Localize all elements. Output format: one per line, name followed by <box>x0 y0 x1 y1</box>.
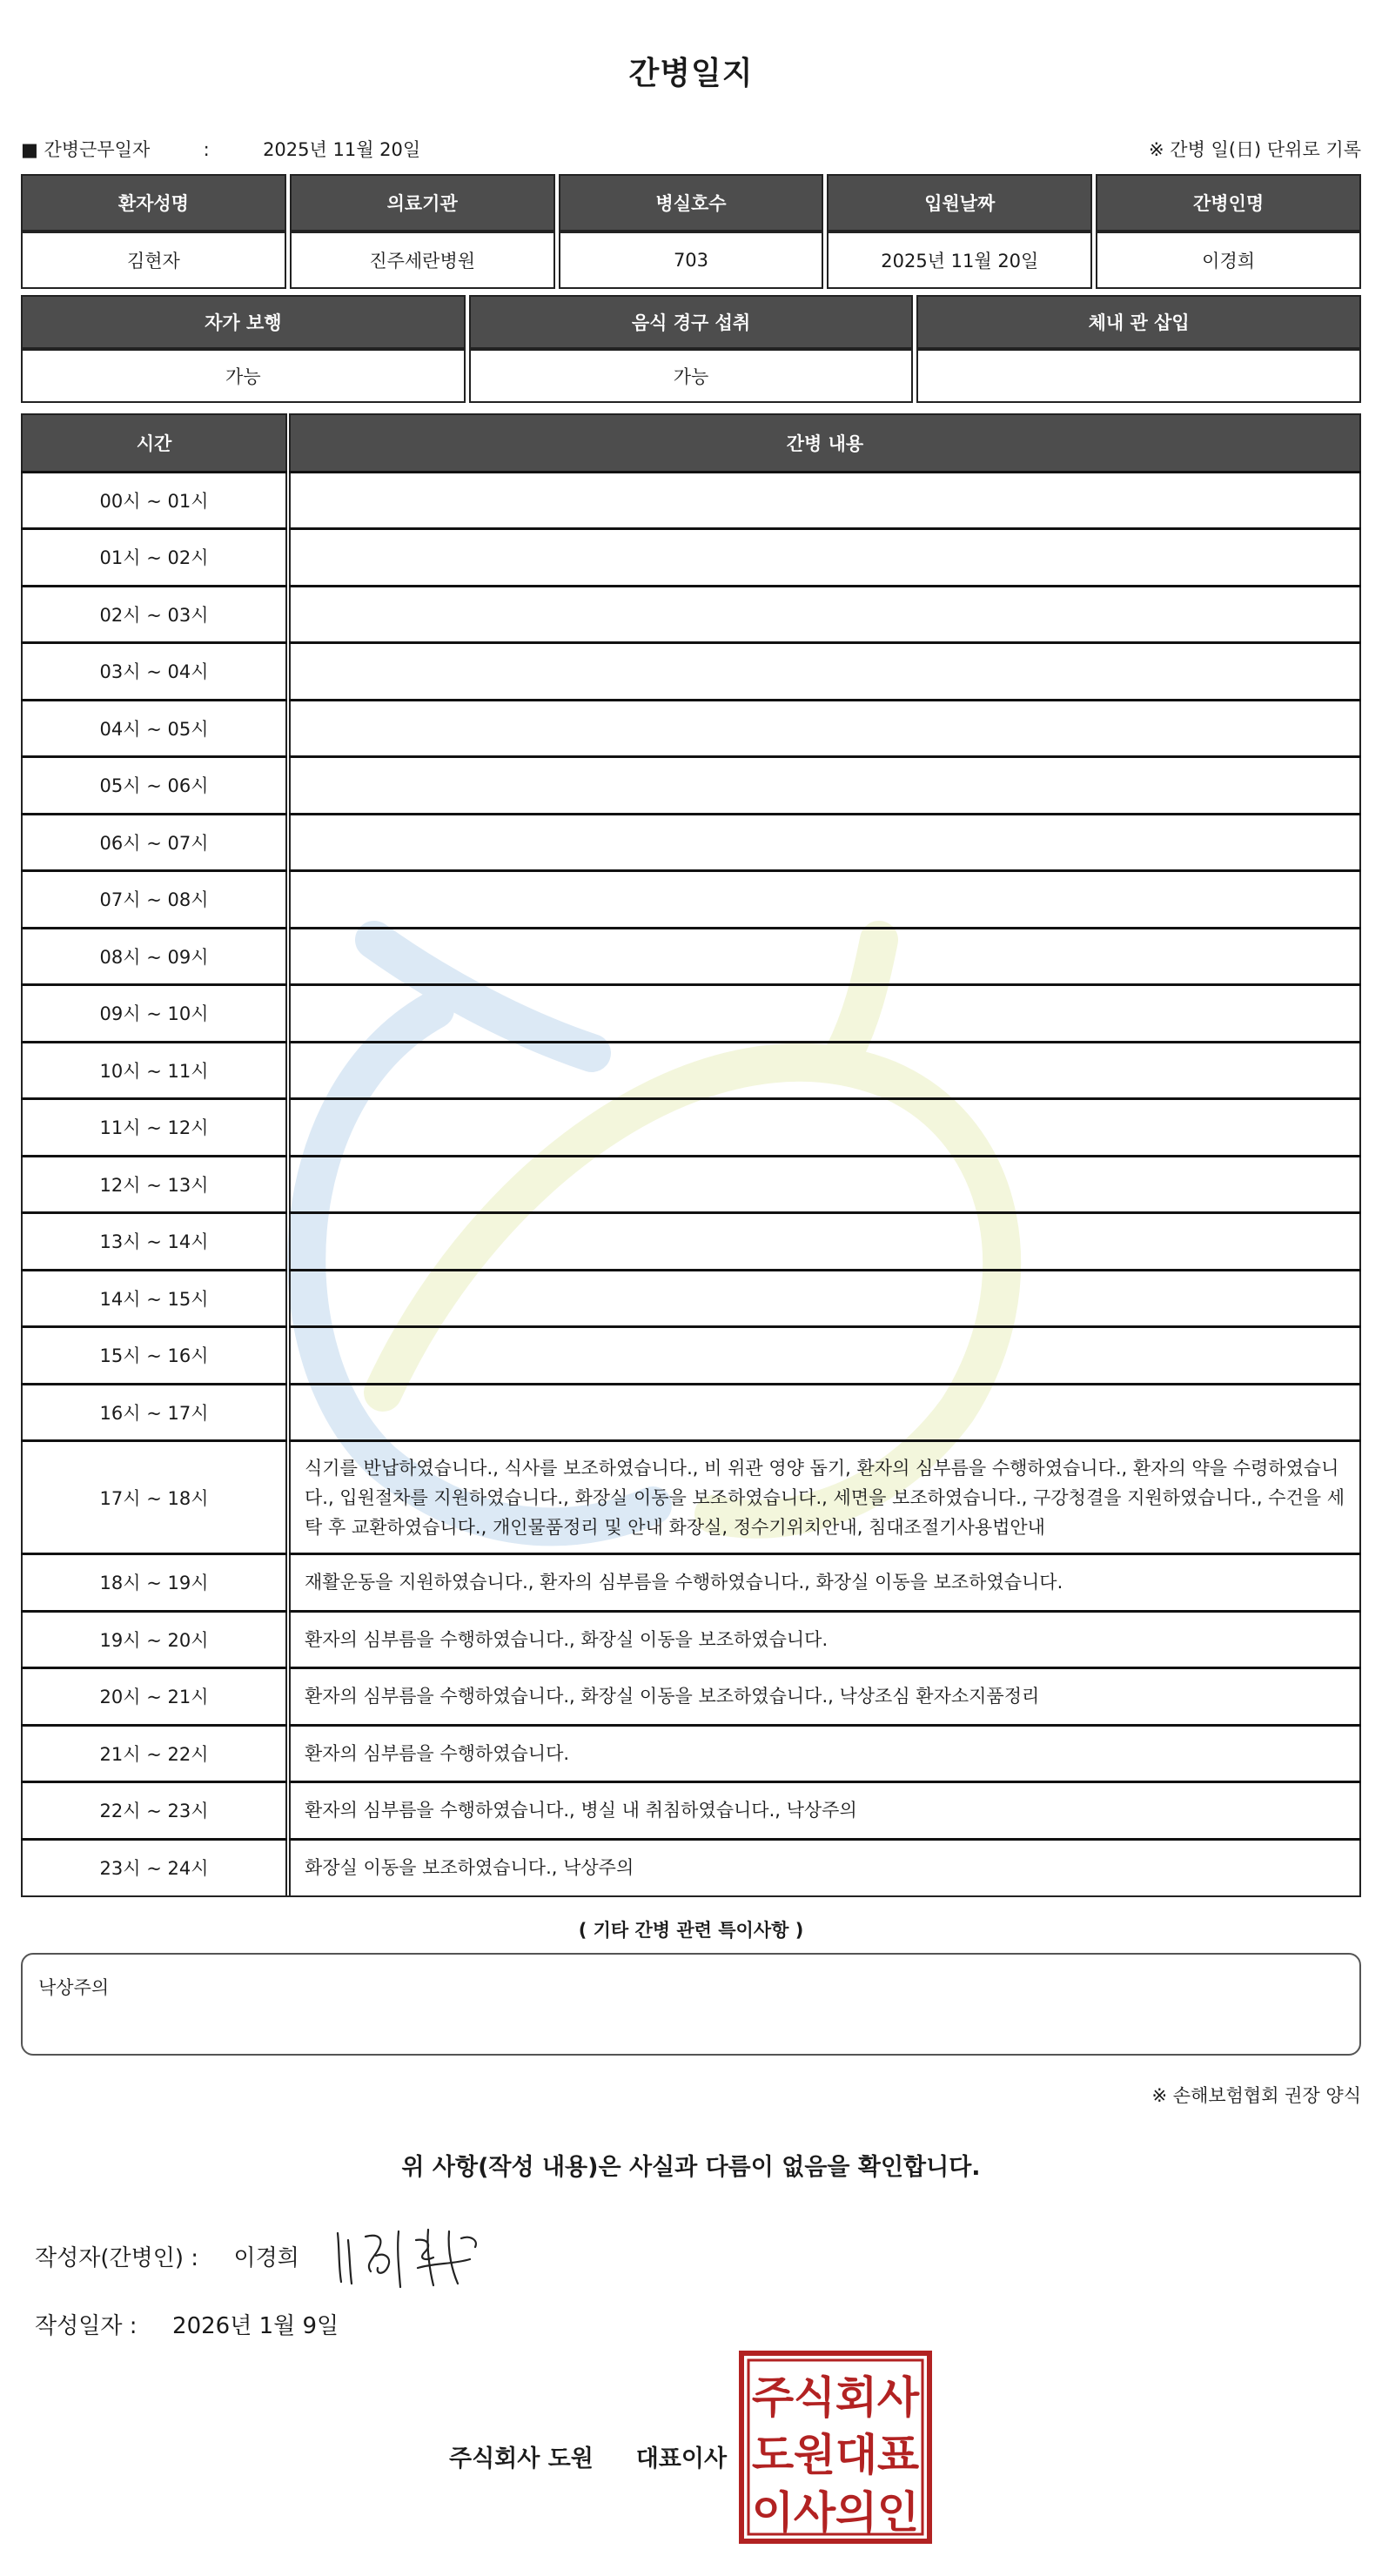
care-content <box>290 871 1360 929</box>
table-row <box>22 1099 1360 1157</box>
care-content: 환자의 심부름을 수행하였습니다., 화장실 이동을 보조하였습니다. <box>290 1611 1360 1668</box>
table-row <box>22 1270 1360 1327</box>
work-date-separator: : <box>203 139 210 160</box>
header-room: 병실호수 <box>559 174 824 231</box>
hospital-name: 진주세란병원 <box>290 231 555 289</box>
care-content <box>290 700 1360 757</box>
time-slot: 13시 ~ 14시 <box>22 1213 286 1271</box>
time-slot: 14시 ~ 15시 <box>22 1270 286 1327</box>
table-row <box>22 529 1360 587</box>
time-slot: 20시 ~ 21시 <box>22 1668 286 1726</box>
care-content <box>290 814 1360 871</box>
time-slot: 00시 ~ 01시 <box>22 472 286 529</box>
time-slot: 21시 ~ 22시 <box>22 1725 286 1782</box>
table-row <box>22 1384 1360 1441</box>
time-slot: 16시 ~ 17시 <box>22 1384 286 1441</box>
time-slot: 15시 ~ 16시 <box>22 1327 286 1385</box>
time-slot: 23시 ~ 24시 <box>22 1839 286 1896</box>
company-name: 주식회사 도원 <box>449 2445 594 2472</box>
time-slot: 05시 ~ 06시 <box>22 757 286 815</box>
table-row <box>22 814 1360 871</box>
table-row <box>22 700 1360 757</box>
header-tube-insertion: 체내 관 삽입 <box>916 295 1361 349</box>
care-content <box>290 529 1360 587</box>
care-content <box>290 1213 1360 1271</box>
table-row <box>22 1839 1360 1896</box>
table-row <box>22 1441 1360 1554</box>
care-content <box>290 472 1360 529</box>
work-date-value: 2025년 11월 20일 <box>263 139 421 160</box>
table-row <box>22 1554 1360 1612</box>
time-slot: 09시 ~ 10시 <box>22 985 286 1043</box>
care-content <box>290 586 1360 643</box>
care-content <box>290 1327 1360 1385</box>
table-row <box>22 871 1360 929</box>
confirmation-statement: 위 사항(작성 내용)은 사실과 다름이 없음을 확인합니다. <box>401 2154 981 2181</box>
table-row <box>22 1213 1360 1271</box>
table-row <box>22 1668 1360 1726</box>
header-admission-date: 입원날짜 <box>827 174 1092 231</box>
seal-character: 사 <box>876 2372 920 2423</box>
care-content <box>290 1156 1360 1213</box>
table-row <box>22 985 1360 1043</box>
time-slot: 11시 ~ 12시 <box>22 1099 286 1157</box>
handwritten-signature <box>331 2214 487 2292</box>
writer-label: 작성자(간병인) : <box>35 2245 199 2271</box>
time-slot: 03시 ~ 04시 <box>22 643 286 701</box>
time-slot: 06시 ~ 07시 <box>22 814 286 871</box>
company-line <box>449 2439 727 2473</box>
oral-intake-value: 가능 <box>469 349 914 403</box>
care-content <box>290 928 1360 985</box>
time-slot: 04시 ~ 05시 <box>22 700 286 757</box>
written-date-label: 작성일자 : <box>35 2313 138 2339</box>
written-date-value: 2026년 1월 9일 <box>172 2313 339 2339</box>
representative-title: 대표이사 <box>635 2445 728 2472</box>
care-content <box>290 985 1360 1043</box>
time-slot: 08시 ~ 09시 <box>22 928 286 985</box>
care-content <box>290 1270 1360 1327</box>
table-row <box>22 1042 1360 1099</box>
table-row <box>22 586 1360 643</box>
seal-character: 의 <box>835 2487 878 2538</box>
table-row <box>22 1611 1360 1668</box>
seal-character: 사 <box>793 2487 836 2538</box>
table-row <box>22 643 1360 701</box>
patient-name: 김현자 <box>21 231 286 289</box>
care-content <box>290 1042 1360 1099</box>
care-log-table <box>21 413 1361 1897</box>
work-date-label: ■ 간병근무일자 <box>21 139 151 160</box>
time-slot: 22시 ~ 23시 <box>22 1782 286 1840</box>
time-slot: 17시 ~ 18시 <box>22 1441 286 1554</box>
seal-character: 표 <box>876 2430 920 2480</box>
seal-character: 식 <box>793 2372 836 2423</box>
care-content <box>290 643 1360 701</box>
unit-note: ※ 간병 일(日) 단위로 기록 <box>1149 139 1361 160</box>
time-slot: 01시 ~ 02시 <box>22 529 286 587</box>
form-source-note: ※ 손해보험협회 권장 양식 <box>1151 2085 1361 2106</box>
caregiver-name: 이경희 <box>1096 231 1361 289</box>
seal-character: 원 <box>793 2430 836 2480</box>
written-date-line <box>35 2308 339 2340</box>
care-content: 환자의 심부름을 수행하였습니다. <box>290 1725 1360 1782</box>
header-time: 시간 <box>22 414 286 472</box>
writer-name: 이경희 <box>233 2245 299 2271</box>
room-number: 703 <box>559 231 824 289</box>
header-care-content: 간병 내용 <box>290 414 1360 472</box>
header-caregiver: 간병인명 <box>1096 174 1361 231</box>
care-content: 환자의 심부름을 수행하였습니다., 화장실 이동을 보조하였습니다., 낙상조심 환자소지품정리 <box>290 1668 1360 1726</box>
time-slot: 02시 ~ 03시 <box>22 586 286 643</box>
work-date-line <box>21 136 420 162</box>
time-slot: 19시 ~ 20시 <box>22 1611 286 1668</box>
seal-character: 회 <box>835 2372 878 2423</box>
care-content <box>290 757 1360 815</box>
patient-info-table <box>17 174 1365 289</box>
seal-character: 대 <box>835 2430 878 2480</box>
care-content: 재활운동을 지원하였습니다., 환자의 심부름을 수행하였습니다., 화장실 이동을 보조하였습니다. <box>290 1554 1360 1612</box>
seal-character: 인 <box>876 2487 920 2538</box>
patient-status-table <box>17 295 1365 403</box>
time-slot: 10시 ~ 11시 <box>22 1042 286 1099</box>
header-patient-name: 환자성명 <box>21 174 286 231</box>
header-self-walking: 자가 보행 <box>21 295 466 349</box>
tube-insertion-value <box>916 349 1361 403</box>
special-notes-box: 낙상주의 <box>21 1953 1361 2056</box>
table-row <box>22 928 1360 985</box>
table-row <box>22 1156 1360 1213</box>
seal-character: 주 <box>751 2372 795 2423</box>
header-hospital: 의료기관 <box>290 174 555 231</box>
care-content <box>290 1384 1360 1441</box>
writer-line <box>35 2240 299 2272</box>
table-row <box>22 1782 1360 1840</box>
table-row <box>22 1725 1360 1782</box>
care-content: 식기를 반납하였습니다., 식사를 보조하였습니다., 비 위관 영양 돕기, 환자의 심부름을 수행하였습니다., 환자의 약을 수령하였습니다., 입원절차를 지원하였습니다., 화장실 이동을 보조하였습니다., 세면을 보조하였습니다., 구강청결을 지원하였습니다., 수건을 세탁 후 교환하였습니다., 개인물품정리 및 안내 화장실, 정수기위치안내, 침대조절기사용법안내 <box>290 1441 1360 1554</box>
page-title: 간병일지 <box>628 56 754 91</box>
header-oral-intake: 음식 경구 섭취 <box>469 295 914 349</box>
care-content <box>290 1099 1360 1157</box>
time-slot: 18시 ~ 19시 <box>22 1554 286 1612</box>
table-row <box>22 757 1360 815</box>
time-slot: 12시 ~ 13시 <box>22 1156 286 1213</box>
table-row <box>22 472 1360 529</box>
special-notes-title: ( 기타 간병 관련 특이사항 ) <box>578 1920 804 1941</box>
seal-character: 이 <box>751 2487 795 2538</box>
table-row <box>22 1327 1360 1385</box>
care-content: 환자의 심부름을 수행하였습니다., 병실 내 취침하였습니다., 낙상주의 <box>290 1782 1360 1840</box>
care-content: 화장실 이동을 보조하였습니다., 낙상주의 <box>290 1839 1360 1896</box>
time-slot: 07시 ~ 08시 <box>22 871 286 929</box>
seal-character: 도 <box>751 2430 795 2480</box>
self-walking-value: 가능 <box>21 349 466 403</box>
company-seal <box>738 2350 933 2545</box>
admission-date: 2025년 11월 20일 <box>827 231 1092 289</box>
